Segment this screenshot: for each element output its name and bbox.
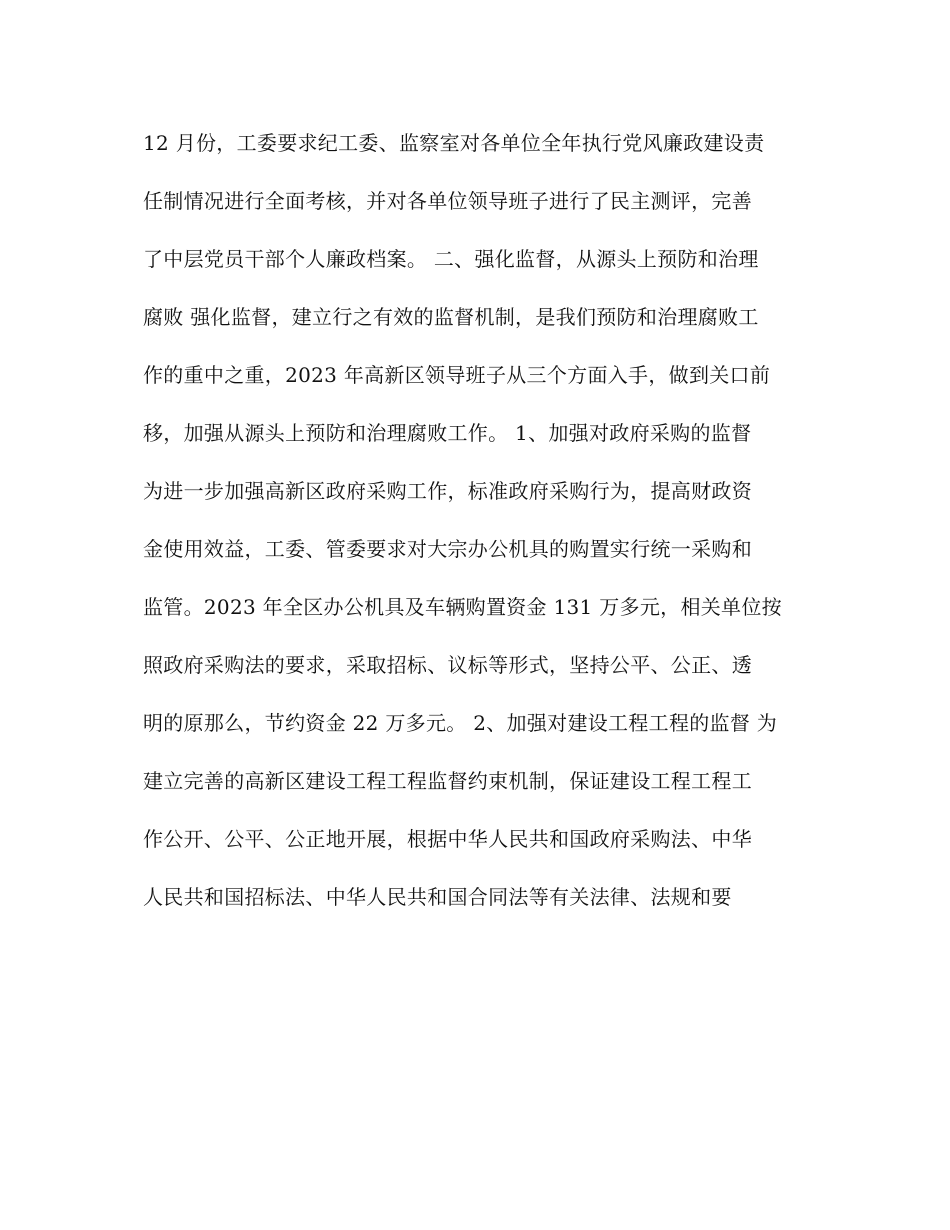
text-line: 金使用效益，工委、管委要求对大宗办公机具的购置实行统一采购和: [143, 537, 752, 561]
text-line: 12 月份，工委要求纪工委、监察室对各单位全年执行党风廉政建设责: [143, 131, 765, 155]
text-line: 人民共和国招标法、中华人民共和国合同法等有关法律、法规和要: [143, 885, 732, 909]
text-line: 移，加强从源头上预防和治理腐败工作。 1、加强对政府采购的监督: [143, 421, 752, 445]
text-line: 照政府采购法的要求，采取招标、议标等形式，坚持公平、公正、透: [143, 653, 752, 677]
text-line: 建立完善的高新区建设工程工程监督约束机制，保证建设工程工程工: [143, 769, 752, 793]
text-line: 了中层党员干部个人廉政档案。 二、强化监督，从源头上预防和治理: [143, 247, 759, 271]
body-text: [143, 121, 823, 933]
text-line: 监管。2023 年全区办公机具及车辆购置资金 131 万多元，相关单位按: [143, 595, 782, 619]
text-line: 作公开、公平、公正地开展，根据中华人民共和国政府采购法、中华: [143, 827, 752, 851]
text-line: 为进一步加强高新区政府采购工作，标准政府采购行为，提高财政资: [143, 479, 752, 503]
text-line: 明的原那么，节约资金 22 万多元。 2、加强对建设工程工程的监督 为: [143, 711, 778, 735]
text-line: 作的重中之重，2023 年高新区领导班子从三个方面入手，做到关口前: [143, 363, 771, 387]
text-line: 腐败 强化监督，建立行之有效的监督机制，是我们预防和治理腐败工: [143, 305, 759, 329]
text-line: 任制情况进行全面考核，并对各单位领导班子进行了民主测评，完善: [143, 189, 752, 213]
